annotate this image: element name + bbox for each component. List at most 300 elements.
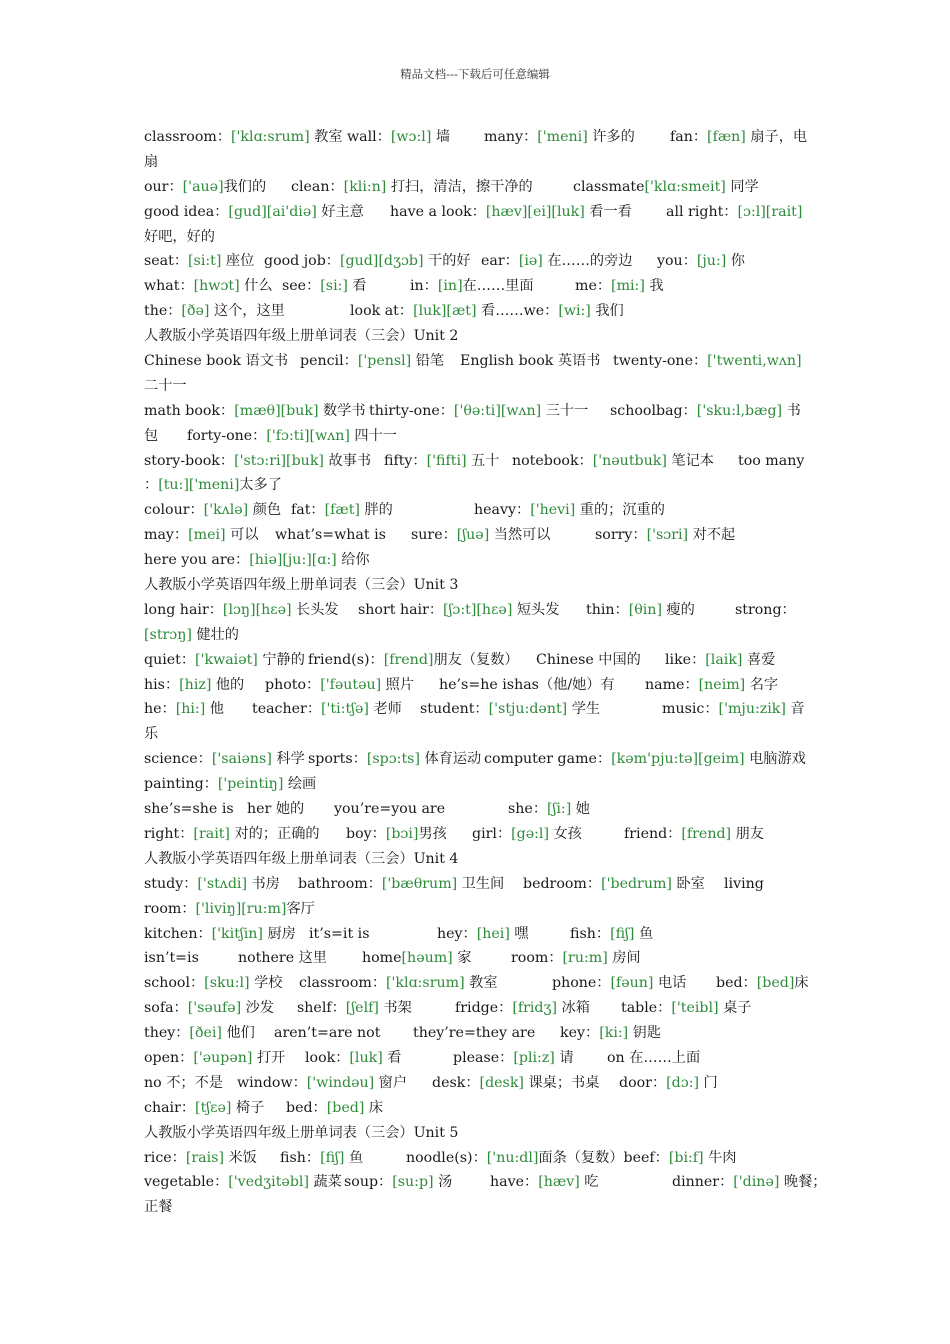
word-text: 学校 xyxy=(249,975,283,992)
phonetic: [hæv][ei][luk] xyxy=(485,203,585,220)
word-text: 请 xyxy=(554,1049,574,1066)
phonetic: ['fɔ:ti][wʌn] xyxy=(266,427,350,444)
word-text: 床 xyxy=(364,1099,384,1116)
word-text: sports： xyxy=(308,751,367,768)
vocab-line xyxy=(144,150,808,175)
word-text: window： xyxy=(237,1074,307,1091)
word-text: please： xyxy=(453,1049,514,1066)
word-text: 卧室 xyxy=(671,875,705,892)
vocab-line xyxy=(144,573,808,598)
vocab-line xyxy=(144,872,808,897)
phonetic: [fridʒ] xyxy=(512,1000,558,1017)
vocab-line xyxy=(144,847,808,872)
word-text: 他的 xyxy=(211,676,245,693)
phonetic: [strɔŋ] xyxy=(144,626,192,643)
word-text: 看一看 xyxy=(584,203,632,220)
phonetic: [ʃelf] xyxy=(345,1000,379,1017)
word-text: 桌子 xyxy=(718,1000,752,1017)
word-text: 三十一 xyxy=(541,402,589,419)
vocab-line xyxy=(144,523,808,548)
word-text: math book： xyxy=(144,402,235,419)
word-text: long hair： xyxy=(144,601,223,618)
phonetic: [ru:m] xyxy=(562,950,608,967)
word-text: 数学书 xyxy=(318,402,366,419)
word-text: 卫生间 xyxy=(457,875,505,892)
word-text: 电脑游戏 xyxy=(744,751,806,768)
phonetic: [luk] xyxy=(349,1049,383,1066)
word-text: right： xyxy=(144,825,194,842)
phonetic: ['liviŋ][ru:m] xyxy=(195,900,287,917)
word-text: ： xyxy=(144,477,159,494)
word-text: 鱼 xyxy=(344,1149,364,1166)
phonetic: [luk][æt] xyxy=(413,303,477,320)
word-text: 女孩 xyxy=(548,825,582,842)
vocab-line xyxy=(144,673,808,698)
word-text: good idea： xyxy=(144,203,229,220)
vocab-line xyxy=(144,598,808,623)
phonetic: [in] xyxy=(437,278,463,295)
phonetic: [neim] xyxy=(698,676,746,693)
word-text: 椅子 xyxy=(231,1099,265,1116)
word-text: 面条（复数）beef： xyxy=(538,1149,669,1166)
phonetic: [ɔ:l][rait] xyxy=(737,203,803,220)
word-text: 电话 xyxy=(653,975,687,992)
word-text: 我 xyxy=(644,278,664,295)
vocab-line xyxy=(144,747,808,772)
word-text: 厨房 xyxy=(262,925,296,942)
word-text: desk： xyxy=(432,1074,480,1091)
word-text: shelf： xyxy=(297,1000,346,1017)
phonetic: ['səufə] xyxy=(187,1000,242,1017)
word-text: vegetable： xyxy=(144,1174,229,1191)
word-text: door： xyxy=(619,1074,667,1091)
word-text: 嘿 xyxy=(509,925,529,942)
word-text: fish： xyxy=(280,1149,321,1166)
word-text: have a look： xyxy=(390,203,486,220)
word-text: 喜爱 xyxy=(742,651,776,668)
word-text: Chinese 中国的 xyxy=(536,651,641,668)
word-text: 给你 xyxy=(336,552,370,569)
word-text: name： xyxy=(645,676,699,693)
word-text: 家 xyxy=(452,950,472,967)
word-text: study： xyxy=(144,875,198,892)
phonetic: ['θə:ti][wʌn] xyxy=(453,402,542,419)
word-text: 在……里面 xyxy=(462,278,534,295)
word-text: 当然可以 xyxy=(489,527,551,544)
word-text: fifty： xyxy=(384,452,427,469)
phonetic: [su:p] xyxy=(392,1174,434,1191)
word-text: 笔记本 xyxy=(666,452,714,469)
word-text: 包 xyxy=(144,427,159,444)
word-text: 胖的 xyxy=(359,502,393,519)
phonetic: [desk] xyxy=(479,1074,524,1091)
phonetic: [iə] xyxy=(518,253,543,270)
word-text: ear： xyxy=(481,253,519,270)
vocab-line xyxy=(144,971,808,996)
word-text: Chinese book 语文书 xyxy=(144,353,289,370)
phonetic: ['sɔri] xyxy=(646,527,689,544)
phonetic: [mi:] xyxy=(611,278,645,295)
word-text: what’s=what is xyxy=(275,527,386,544)
word-text: isn’t=is xyxy=(144,950,199,967)
word-text: story-book： xyxy=(144,452,235,469)
word-text: have： xyxy=(490,1174,539,1191)
word-text: 太多了 xyxy=(239,477,282,494)
phonetic: ['fifti] xyxy=(426,452,467,469)
phonetic: ['windəu] xyxy=(306,1074,375,1091)
word-text: 墙 xyxy=(431,129,451,145)
vocab-line xyxy=(144,175,808,200)
word-text: bed： xyxy=(286,1099,327,1116)
vocab-line xyxy=(144,299,808,324)
word-text: 他们 xyxy=(221,1025,255,1042)
word-text: notebook： xyxy=(512,452,593,469)
phonetic: ['pensl] xyxy=(357,353,412,370)
word-text: fan： xyxy=(670,129,708,145)
phonetic: [tu:]['meni] xyxy=(158,477,240,494)
word-text: English book 英语书 xyxy=(460,353,601,370)
word-text: 学生 xyxy=(567,701,601,718)
word-text: classroom： xyxy=(299,975,387,992)
word-text: he： xyxy=(144,701,176,718)
phonetic: [hæv] xyxy=(538,1174,580,1191)
word-text: 好吧，好的 xyxy=(144,228,215,245)
word-text: 他 xyxy=(205,701,224,718)
word-text: 教室 wall： xyxy=(309,129,391,145)
phonetic: [kli:n] xyxy=(343,178,387,195)
vocab-line xyxy=(144,498,808,523)
word-text: all right： xyxy=(666,203,738,220)
phonetic: ['vedʒitəbl] xyxy=(228,1174,309,1191)
phonetic: ['bæθrum] xyxy=(381,875,458,892)
word-text: 二十一 xyxy=(144,377,187,394)
phonetic: ['stʌdi] xyxy=(197,875,247,892)
word-text: 晚餐； xyxy=(779,1174,827,1191)
word-text: girl： xyxy=(472,825,512,842)
word-text: 男孩 xyxy=(418,825,447,842)
vocab-line xyxy=(144,200,808,225)
word-text: in： xyxy=(410,278,438,295)
word-text: 对不起 xyxy=(688,527,736,544)
phonetic: [fəun] xyxy=(610,975,654,992)
vocab-line xyxy=(144,274,808,299)
phonetic: [gud][dʒɔb] xyxy=(339,253,424,270)
word-text: 门 xyxy=(699,1074,718,1091)
word-text: 我们的 xyxy=(223,178,267,195)
word-text: chair： xyxy=(144,1099,196,1116)
word-text: 重的；沉重的 xyxy=(575,502,665,519)
word-text: phone： xyxy=(552,975,611,992)
word-text: seat： xyxy=(144,253,189,270)
phonetic: ['bedrum] xyxy=(601,875,672,892)
phonetic: [gud][ai'diə] xyxy=(228,203,317,220)
word-text: 人教版小学英语四年级上册单词表（三会）Unit 4 xyxy=(144,850,459,867)
word-text: 看……we： xyxy=(476,303,559,320)
word-text: nothere 这里 xyxy=(238,950,327,967)
word-text: 干的好 xyxy=(423,253,471,270)
phonetic: ['klɑ:smeit] xyxy=(644,178,726,195)
word-text: 牛肉 xyxy=(703,1149,737,1166)
word-text: friend(s)： xyxy=(308,651,384,668)
vocab-line xyxy=(144,324,808,349)
phonetic: [hi:] xyxy=(175,701,206,718)
vocab-line xyxy=(144,922,808,947)
word-text: her 她的 xyxy=(247,801,305,818)
phonetic: ['kʌlə] xyxy=(203,502,249,519)
word-text: room： xyxy=(511,950,563,967)
vocab-line xyxy=(144,697,808,722)
word-text: thin： xyxy=(586,601,629,618)
word-text: pencil： xyxy=(300,353,358,370)
phonetic: ['kwaiət] xyxy=(195,651,258,668)
word-text: clean： xyxy=(291,178,344,195)
word-text: what： xyxy=(144,278,194,295)
word-text: open： xyxy=(144,1049,194,1066)
word-text: 健壮的 xyxy=(191,626,239,643)
word-text: 她 xyxy=(571,801,590,818)
word-text: 宁静的 xyxy=(257,651,305,668)
phonetic: [θin] xyxy=(628,601,662,618)
word-text: teacher： xyxy=(252,701,322,718)
phonetic: ['fəutəu] xyxy=(320,676,382,693)
word-text: good job： xyxy=(264,253,340,270)
vocab-line xyxy=(144,1170,827,1195)
word-text: schoolbag： xyxy=(610,402,697,419)
word-text: fridge： xyxy=(455,1000,513,1017)
word-text: 床 xyxy=(794,975,809,992)
word-text: the： xyxy=(144,303,182,320)
word-text: 对的；正确的 xyxy=(229,825,320,842)
word-text: 书房 xyxy=(246,875,280,892)
vocab-line xyxy=(144,1046,808,1071)
word-text: 我们 xyxy=(590,303,624,320)
word-text: aren’t=are not xyxy=(274,1025,381,1042)
word-text: here you are： xyxy=(144,552,250,569)
word-text: 书 xyxy=(782,402,801,419)
phonetic: [ðei] xyxy=(189,1025,222,1042)
phonetic: [fæt] xyxy=(324,502,360,519)
word-text: boy： xyxy=(346,825,386,842)
vocab-line xyxy=(144,399,808,424)
phonetic: ['auə] xyxy=(182,178,224,195)
phonetic: [hwɔt] xyxy=(193,278,240,295)
phonetic: [hiə][ju:][ɑ:] xyxy=(249,552,337,569)
vocab-line xyxy=(144,249,808,274)
vocabulary-list xyxy=(144,125,827,1220)
phonetic: [wɔ:l] xyxy=(390,129,432,145)
word-text: friend： xyxy=(624,825,682,842)
phonetic: [fæn] xyxy=(707,129,746,145)
word-text: 在……的旁边 xyxy=(542,253,633,270)
phonetic: ['klɑ:srum] xyxy=(231,129,310,145)
word-text: may： xyxy=(144,527,189,544)
word-text: table： xyxy=(621,1000,672,1017)
phonetic: ['saiəns] xyxy=(211,751,272,768)
word-text: look at： xyxy=(350,303,414,320)
phonetic: [mei] xyxy=(188,527,226,544)
vocab-line xyxy=(144,1021,808,1046)
word-text: kitchen： xyxy=(144,925,212,942)
word-text: hey： xyxy=(437,925,477,942)
phonetic: [rait] xyxy=(193,825,230,842)
phonetic: [ʃɔ:t][hɛə] xyxy=(443,601,513,618)
phonetic: [bed] xyxy=(326,1099,365,1116)
vocab-line xyxy=(144,1195,808,1220)
word-text: 书架 xyxy=(378,1000,412,1017)
word-text: 瘦的 xyxy=(661,601,695,618)
phonetic: ['peintiŋ] xyxy=(217,776,284,793)
word-text: 窗户 xyxy=(374,1074,408,1091)
phonetic: ['nu:dl] xyxy=(486,1149,539,1166)
phonetic: [spɔ:ts] xyxy=(366,751,420,768)
phonetic: [fiʃ] xyxy=(320,1149,345,1166)
word-text: 朋友（复数） xyxy=(433,651,519,668)
phonetic: [kəm'pju:tə][geim] xyxy=(611,751,745,768)
word-text: painting： xyxy=(144,776,218,793)
word-text: quiet： xyxy=(144,651,196,668)
word-text: she： xyxy=(508,801,548,818)
word-text: key： xyxy=(560,1025,600,1042)
word-text: look： xyxy=(305,1049,350,1066)
word-text: 人教版小学英语四年级上册单词表（三会）Unit 2 xyxy=(144,328,459,345)
phonetic: ['kitʃin] xyxy=(211,925,263,942)
word-text: rice： xyxy=(144,1149,186,1166)
word-text: colour： xyxy=(144,502,204,519)
phonetic: ['əupən] xyxy=(193,1049,253,1066)
word-text: 座位 xyxy=(221,253,255,270)
vocab-line xyxy=(144,1121,808,1146)
phonetic: [bɔi] xyxy=(385,825,419,842)
phonetic: ['mju:zik] xyxy=(718,701,786,718)
vocab-line xyxy=(144,772,808,797)
word-text: me： xyxy=(575,278,612,295)
phonetic: [ʃuə] xyxy=(456,527,490,544)
word-text: too many xyxy=(738,452,805,469)
word-text: student： xyxy=(420,701,489,718)
vocab-line xyxy=(144,722,808,747)
vocab-line xyxy=(144,946,808,971)
phonetic: [bi:f] xyxy=(668,1149,704,1166)
word-text: 汤 xyxy=(433,1174,453,1191)
word-text: classroom： xyxy=(144,129,232,145)
phonetic: [ʃi:] xyxy=(547,801,572,818)
word-text: 正餐 xyxy=(144,1199,173,1216)
phonetic: [lɔŋ][hɛə] xyxy=(222,601,292,618)
word-text: 四十一 xyxy=(349,427,397,444)
word-text: like： xyxy=(665,651,706,668)
word-text: 扇 xyxy=(144,153,159,170)
word-text: computer game： xyxy=(484,751,612,768)
phonetic: ['meni] xyxy=(537,129,588,145)
word-text: forty-one： xyxy=(187,427,267,444)
word-text: 这个，这里 xyxy=(209,303,285,320)
phonetic: ['ti:tʃə] xyxy=(321,701,369,718)
word-text: 教室 xyxy=(464,975,498,992)
word-text: they： xyxy=(144,1025,190,1042)
word-text: 客厅 xyxy=(286,900,315,917)
word-text: sure： xyxy=(411,527,457,544)
phonetic: [fiʃ] xyxy=(610,925,635,942)
vocab-line xyxy=(144,374,808,399)
word-text: bed： xyxy=(716,975,757,992)
word-text: 照片 xyxy=(381,676,415,693)
word-text: 看 xyxy=(382,1049,402,1066)
word-text: you’re=you are xyxy=(334,801,446,818)
word-text: 体育运动 xyxy=(419,751,482,768)
phonetic: [laik] xyxy=(705,651,743,668)
vocab-line xyxy=(144,225,808,250)
phonetic: [hiz] xyxy=(179,676,212,693)
word-text: soup： xyxy=(344,1174,393,1191)
word-text: 五十 xyxy=(466,452,500,469)
word-text: fish： xyxy=(570,925,611,942)
phonetic: ['stju:dənt] xyxy=(488,701,568,718)
word-text: strong： xyxy=(735,601,796,618)
word-text: twenty-one： xyxy=(613,353,708,370)
word-text: dinner： xyxy=(672,1174,734,1191)
word-text: 房间 xyxy=(607,950,641,967)
phonetic: [pli:z] xyxy=(513,1049,555,1066)
phonetic: [ðə] xyxy=(181,303,210,320)
word-text: 可以 xyxy=(225,527,259,544)
phonetic: ['dinə] xyxy=(733,1174,780,1191)
word-text: 沙发 xyxy=(241,1000,275,1017)
phonetic: ['hevi] xyxy=(530,502,576,519)
word-text: school： xyxy=(144,975,205,992)
word-text: 好主意 xyxy=(316,203,364,220)
phonetic: ['twenti,wʌn] xyxy=(707,353,802,370)
phonetic: [sku:l] xyxy=(204,975,250,992)
word-text: 故事书 xyxy=(323,452,372,469)
vocab-line xyxy=(144,822,808,847)
phonetic: ['sku:l,bæg] xyxy=(696,402,783,419)
word-text: home xyxy=(362,950,402,967)
word-text: his： xyxy=(144,676,180,693)
vocab-line xyxy=(144,1146,808,1171)
word-text: 短头发 xyxy=(512,601,560,618)
word-text: 扇子，电 xyxy=(745,129,808,145)
vocab-line xyxy=(144,424,808,449)
phonetic: [hei] xyxy=(476,925,510,942)
word-text: 什么 xyxy=(239,278,273,295)
word-text: they’re=they are xyxy=(413,1025,536,1042)
vocab-line xyxy=(144,449,808,474)
word-text: heavy： xyxy=(474,502,531,519)
phonetic: ['teibl] xyxy=(671,1000,719,1017)
word-text: short hair： xyxy=(358,601,444,618)
word-text: 课桌；书桌 xyxy=(523,1074,600,1091)
phonetic: [dɔ:] xyxy=(666,1074,700,1091)
phonetic: ['nəutbuk] xyxy=(592,452,667,469)
page-header: 精品文档---下载后可任意编辑 xyxy=(400,67,550,81)
word-text: room： xyxy=(144,900,196,917)
word-text: 老师 xyxy=(368,701,402,718)
word-text: on 在……上面 xyxy=(607,1049,701,1066)
phonetic: [gə:l] xyxy=(511,825,549,842)
word-text: noodle(s)： xyxy=(406,1149,487,1166)
phonetic: [si:t] xyxy=(188,253,222,270)
vocab-line xyxy=(144,648,808,673)
word-text: 米饭 xyxy=(223,1149,257,1166)
vocab-line xyxy=(144,125,808,150)
word-text: bathroom： xyxy=(298,875,382,892)
word-text: 吃 xyxy=(579,1174,599,1191)
word-text: 科学 xyxy=(271,751,305,768)
word-text: 人教版小学英语四年级上册单词表（三会）Unit 3 xyxy=(144,577,459,594)
vocab-line xyxy=(144,548,808,573)
word-text: 名字 xyxy=(745,676,779,693)
phonetic: [mæθ][buk] xyxy=(234,402,319,419)
